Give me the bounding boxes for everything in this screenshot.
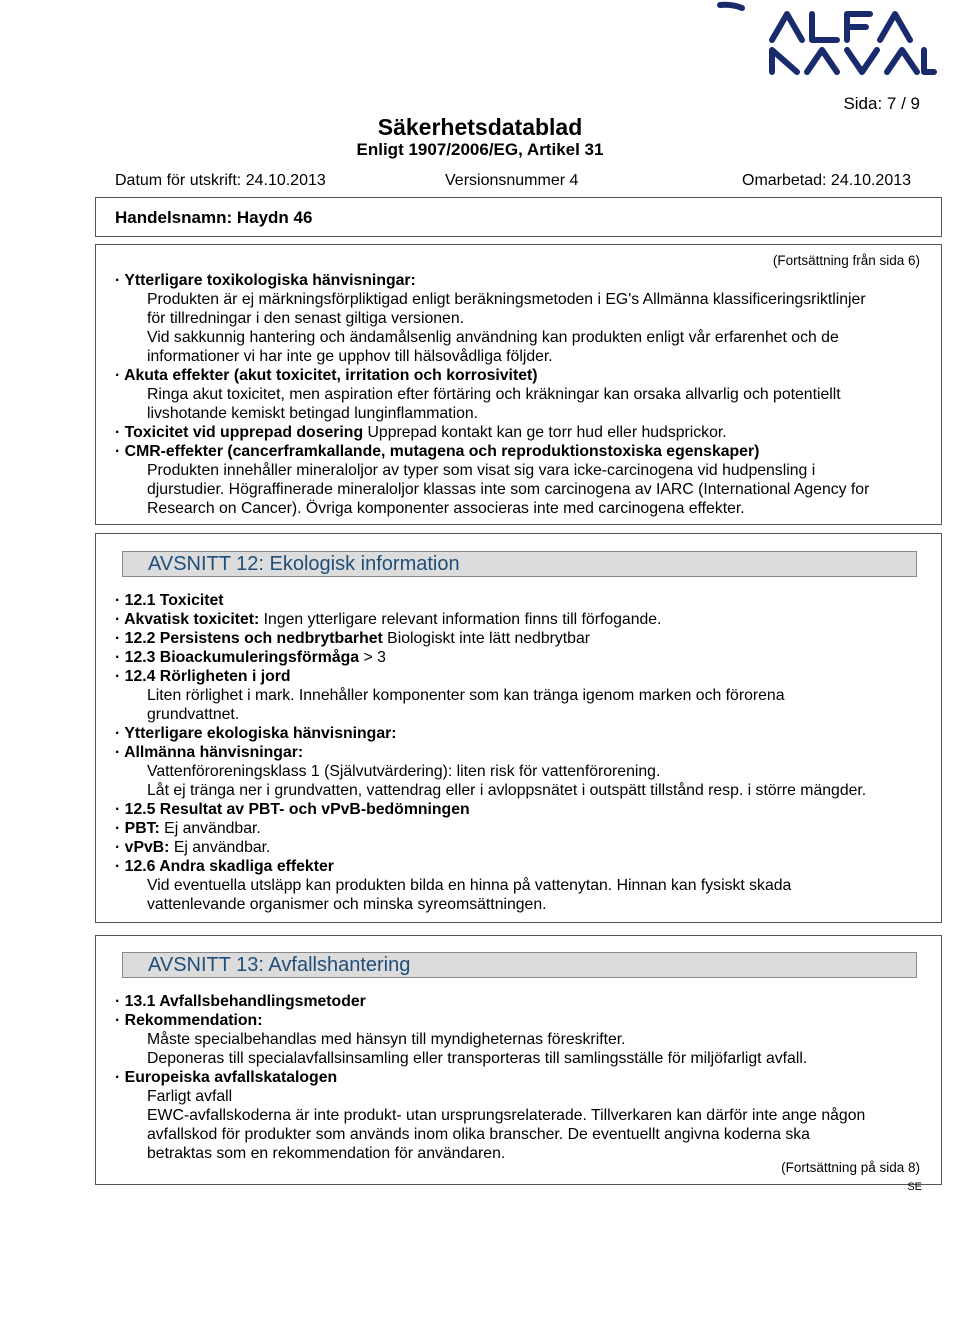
text-line: Ringa akut toxicitet, men aspiration efter förtäring och kräkningar kan orsaka allvarlig och potentiellt <box>147 386 841 403</box>
mobility-label: 12.4 Rörligheten i jord <box>124 668 291 685</box>
document-title: Säkerhetsdatablad <box>377 114 583 140</box>
alfa-laval-logo <box>712 0 937 80</box>
pbt-text: Ej användbar. <box>164 820 261 837</box>
section-12-heading: AVSNITT 12: Ekologisk information <box>148 553 460 575</box>
text-line: Research on Cancer). Övriga komponenter associeras inte med carcinogena effekter. <box>147 500 745 517</box>
general-notes-label: Allmänna hänvisningar: <box>124 744 304 761</box>
section-12-content: · 12.1 Toxicitet · Akvatisk toxicitet: Ingen ytterligare relevant information finns till förfogande. · 12.2 Persistens och nedbrytbarhet Biologiskt inte lätt nedbrytbar · 12.3 Bioackumuleringsförmåga > 3 · 12.4 Rörligheten i jord Liten rörlighet i mark. Innehåller komponenter som kan tränga igenom marken och förorena grundvattnet. · Ytterligare ekologiska hänvisningar: · Allmänna hänvisningar: Vattenföroreningsklass 1 (Självutvärdering): liten risk för vattenförorening. Låt ej tränga ner i grundvatten, vattendrag eller i avloppsnätet i outspätt tillstånd resp. i större mängder. · 12.5 Resultat av PBT- och vPvB-bedömningen · PBT: Ej användbar. · vPvB: Ej användbar. · 12.6 Andra skadliga effekter Vid eventuella utsläpp kan produkten bilda en hinna på vattenytan. Hinnan kan fysiskt skada vattenlevande organismer och minska syreomsättningen. <box>115 591 920 914</box>
text-line: EWC-avfallskoderna är inte produkt- utan ursprungsrelaterade. Tillverkaren kan därför inte ange någon <box>147 1107 866 1124</box>
text-line: vattenlevande organismer och minska syreomsättningen. <box>147 896 547 913</box>
text-line: Vid sakkunnig hantering och ändamålsenlig användning kan produkten enligt vår erfarenhet och de <box>147 329 839 346</box>
ewc-label: Europeiska avfallskatalogen <box>124 1069 338 1086</box>
product-name: Handelsnamn: Haydn 46 <box>115 208 313 227</box>
section-12-heading-bar <box>122 551 917 577</box>
vpvb-text: Ej användbar. <box>173 839 271 856</box>
other-effects-label: 12.6 Andra skadliga effekter <box>124 858 334 875</box>
persistence-text: Biologiskt inte lätt nedbrytbar <box>387 630 591 647</box>
text-line: grundvattnet. <box>147 706 240 723</box>
text-line: betraktas som en rekommendation för användaren. <box>147 1145 506 1162</box>
aquatic-text: Ingen ytterligare relevant information finns till förfogande. <box>263 611 662 628</box>
text-line: Vattenföroreningsklass 1 (Självutvärdering): liten risk för vattenförorening. <box>147 763 661 780</box>
further-tox-label: Ytterligare toxikologiska hänvisningar: <box>124 272 416 289</box>
repeated-label: Toxicitet vid upprepad dosering <box>124 424 364 441</box>
page-number: Sida: 7 / 9 <box>843 94 920 113</box>
pbt-label: PBT: <box>124 820 160 837</box>
language-code: SE <box>907 1181 922 1193</box>
section-13-content: · 13.1 Avfallsbehandlingsmetoder · Rekommendation: Måste specialbehandlas med hänsyn till myndigheternas föreskrifter. Deponeras till specialavfallsinsamling eller transporteras till samlingsställe för miljöfarligt avfall. · Europeiska avfallskatalogen Farligt avfall EWC-avfallskoderna är inte produkt- utan ursprungsrelaterade. Tillverkaren kan därför inte ange någon avfallskod för produkter som används inom olika branscher. De eventuellt angivna koderna ska betraktas som en rekommendation för användaren. <box>115 992 920 1163</box>
revised-date: Omarbetad: 24.10.2013 <box>742 172 912 189</box>
text-line: Måste specialbehandlas med hänsyn till myndigheternas föreskrifter. <box>147 1031 626 1048</box>
pbt-result-label: 12.5 Resultat av PBT- och vPvB-bedömningen <box>124 801 470 818</box>
text-line: livshotande kemiskt betingad lunginflammation. <box>147 405 479 422</box>
toxicology-content: · Ytterligare toxikologiska hänvisningar: Produkten är ej märkningsförpliktigad enligt beräkningsmetoden i EG's Allmänna klassificeringsriktlinjer för tillredningar i den senast giltiga versionen. Vid sakkunnig hantering och ändamålsenlig användning kan produkten enligt vår erfarenhet och de informationer vi har inte ge upphov till hälsovådliga följder. · Akuta effekter (akut toxicitet, irritation och korrosivitet) Ringa akut toxicitet, men aspiration efter förtäring och kräkningar kan orsaka allvarlig och potentiellt livshotande kemiskt betingad lunginflammation. · Toxicitet vid upprepad dosering Upprepad kontakt kan ge torr hud eller hudsprickor. · CMR-effekter (cancerframkallande, mutagena och reproduktionstoxiska egenskaper) Produkten innehåller mineraloljor av typer som visat sig vara icke-carcinogena vid hudpensling i djurstudier. Högraffinerade mineraloljor klassas inte som carcinogena av IARC (International Agency for Research on Cancer). Övriga komponenter associeras inte med carcinogena effekter. <box>115 271 920 518</box>
text-line: avfallskod för produkter som används inom olika branscher. De eventuellt angivna koderna ska <box>147 1126 810 1143</box>
vpvb-label: vPvB: <box>124 839 170 856</box>
cmr-label: CMR-effekter (cancerframkallande, mutagena och reproduktionstoxiska egenskaper) <box>124 443 760 460</box>
further-eco-label: Ytterligare ekologiska hänvisningar: <box>124 725 397 742</box>
text-line: Vid eventuella utsläpp kan produkten bilda en hinna på vattenytan. Hinnan kan fysiskt skada <box>147 877 792 894</box>
text-line: djurstudier. Högraffinerade mineraloljor klassas inte som carcinogena av IARC (International Agency for <box>147 481 870 498</box>
print-date: Datum för utskrift: 24.10.2013 <box>115 172 326 189</box>
document-subtitle: Enligt 1907/2006/EG, Artikel 31 <box>356 140 604 159</box>
text-line: Produkten innehåller mineraloljor av typer som visat sig vara icke-carcinogena vid hudpensling i <box>147 462 816 479</box>
bioaccumulation-text: > 3 <box>363 649 386 666</box>
logo-text: ALFA LAVAL <box>712 0 718 1</box>
version-number: Versionsnummer 4 <box>445 172 579 189</box>
text-line: för tillredningar i den senast giltiga versionen. <box>147 310 464 327</box>
text-line: informationer vi har inte ge upphov till hälsovådliga följder. <box>147 348 553 365</box>
text-line: Liten rörlighet i mark. Innehåller komponenter som kan tränga igenom marken och förorena <box>147 687 785 704</box>
methods-label: 13.1 Avfallsbehandlingsmetoder <box>124 993 366 1010</box>
text-line: Farligt avfall <box>147 1088 233 1105</box>
repeated-text: Upprepad kontakt kan ge torr hud eller hudsprickor. <box>367 424 727 441</box>
acute-label: Akuta effekter (akut toxicitet, irritation och korrosivitet) <box>124 367 538 384</box>
continued-to: (Fortsättning på sida 8) <box>781 1160 920 1175</box>
persistence-label: 12.2 Persistens och nedbrytbarhet <box>124 630 383 647</box>
bioaccumulation-label: 12.3 Bioackumuleringsförmåga <box>124 649 360 666</box>
recommendation-label: Rekommendation: <box>124 1012 263 1029</box>
continued-from: (Fortsättning från sida 6) <box>772 253 920 268</box>
text-line: Låt ej tränga ner i grundvatten, vattendrag eller i avloppsnätet i outspätt tillstånd resp. i större mängder. <box>147 782 867 799</box>
aquatic-label: Akvatisk toxicitet: <box>124 611 260 628</box>
section-13-heading: AVSNITT 13: Avfallshantering <box>148 954 411 976</box>
section-13-heading-bar <box>122 952 917 978</box>
text-line: Deponeras till specialavfallsinsamling eller transporteras till samlingsställe för miljöfarligt avfall. <box>147 1050 808 1067</box>
toxicity-label: 12.1 Toxicitet <box>124 592 224 609</box>
text-line: Produkten är ej märkningsförpliktigad enligt beräkningsmetoden i EG's Allmänna klassificeringsriktlinjer <box>147 291 866 308</box>
